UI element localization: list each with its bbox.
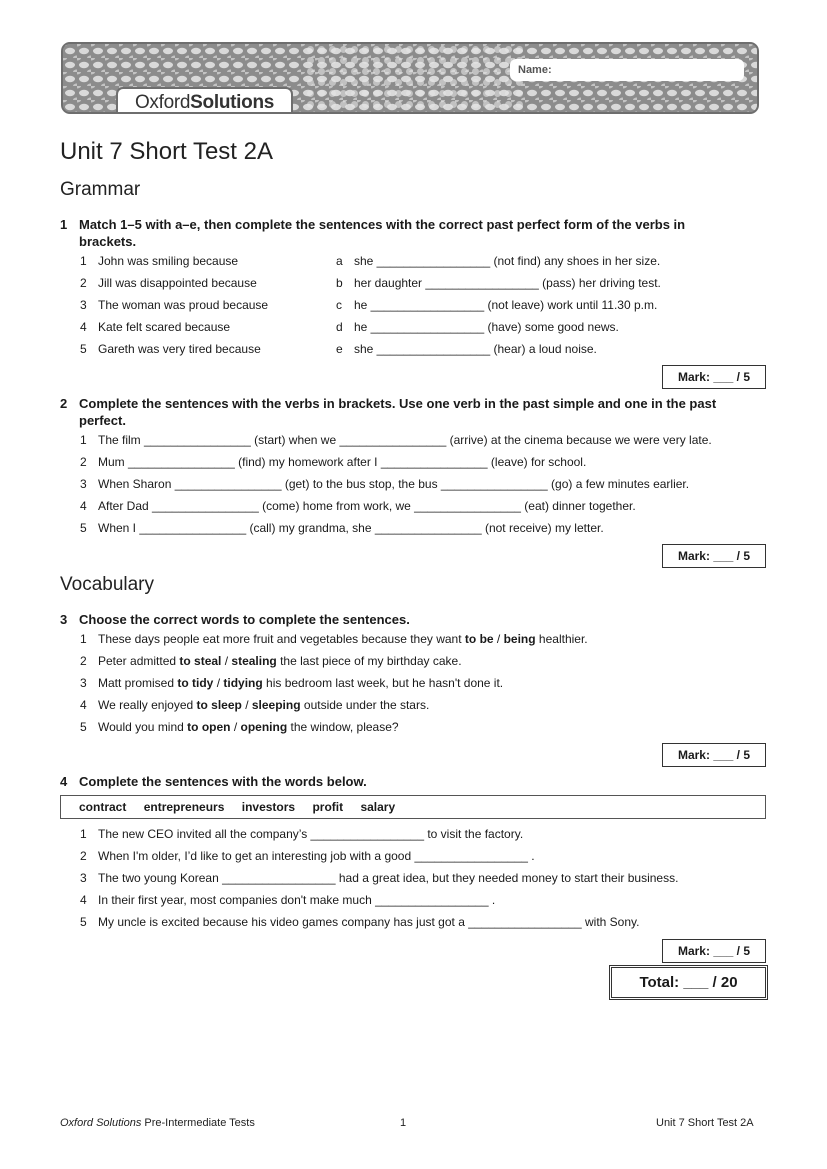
q4-heading — [60, 773, 740, 790]
word-bank-item: investors — [241, 800, 296, 814]
total-score-box[interactable]: Total: ___ / 20 — [609, 965, 768, 1000]
brand-logo — [116, 87, 293, 114]
q4-number: 4 — [60, 774, 68, 789]
option-a[interactable]: to be — [464, 632, 494, 646]
word-bank-item: contract — [79, 800, 127, 814]
option-b[interactable]: sleeping — [251, 698, 301, 712]
footer-right: Unit 7 Short Test 2A — [656, 1117, 754, 1129]
q2-number: 2 — [60, 396, 68, 411]
q1-heading — [60, 216, 740, 250]
header-banner — [61, 42, 759, 114]
word-bank-item: entrepreneurs — [143, 800, 225, 814]
q3-instruction: Choose the correct words to complete the sentences. — [79, 612, 410, 627]
page-number: 1 — [400, 1117, 407, 1129]
option-b[interactable]: being — [503, 632, 536, 646]
option-a[interactable]: to steal — [179, 654, 222, 668]
word-bank-item: salary — [360, 800, 396, 814]
option-a[interactable]: to sleep — [196, 698, 242, 712]
vocabulary-heading: Vocabulary — [60, 574, 155, 595]
q3-number: 3 — [60, 612, 68, 627]
footer-brand: Oxford Solutions — [60, 1117, 142, 1129]
q4-mark-box[interactable]: Mark: ___ / 5 — [662, 939, 766, 963]
option-a[interactable]: to tidy — [177, 676, 214, 690]
q4-instruction: Complete the sentences with the words below. — [79, 774, 367, 789]
q3-heading — [60, 611, 740, 628]
q1-instruction: Match 1–5 with a–e, then complete the sentences with the correct past perfect form of the verbs in brackets. — [79, 217, 686, 249]
option-b[interactable]: opening — [240, 720, 288, 734]
footer-left: Oxford Solutions Pre-Intermediate Tests — [60, 1117, 255, 1129]
brand-first: Oxford — [134, 92, 191, 113]
option-a[interactable]: to open — [187, 720, 231, 734]
q1-number: 1 — [60, 217, 68, 232]
option-b[interactable]: tidying — [223, 676, 263, 690]
q2-mark-box[interactable]: Mark: ___ / 5 — [662, 544, 766, 568]
name-field[interactable]: Name: — [510, 59, 744, 81]
brand-second: Solutions — [190, 92, 275, 113]
page-title: Unit 7 Short Test 2A — [60, 138, 273, 165]
q1-mark-box[interactable]: Mark: ___ / 5 — [662, 365, 766, 389]
word-bank-item: profit — [312, 800, 344, 814]
grammar-heading: Grammar — [60, 179, 141, 200]
option-b[interactable]: stealing — [231, 654, 277, 668]
q2-heading — [60, 395, 740, 429]
word-bank — [60, 795, 766, 819]
q3-mark-box[interactable]: Mark: ___ / 5 — [662, 743, 766, 767]
q2-instruction: Complete the sentences with the verbs in brackets. Use one verb in the past simple and one in the past perfect. — [79, 396, 717, 428]
